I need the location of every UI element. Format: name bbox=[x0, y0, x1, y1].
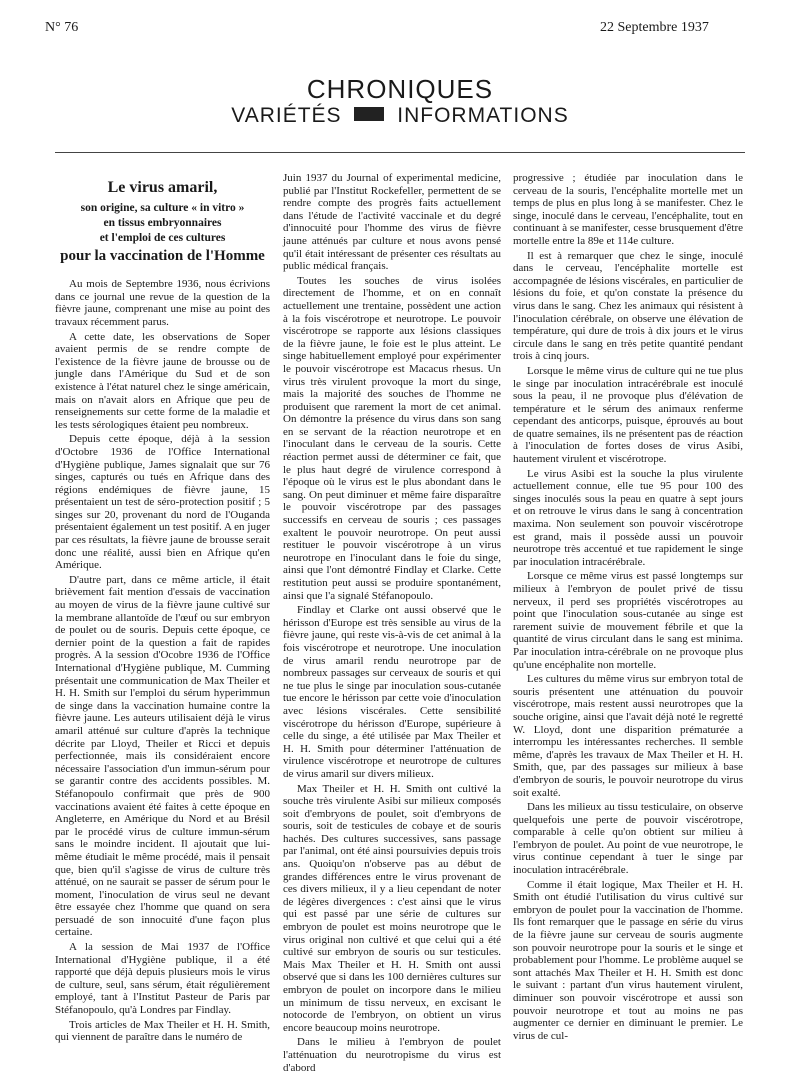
paragraph: D'autre part, dans ce même article, il était brièvement fait mention d'essais de vaccination au moyen de virus de la fièvre jaune cultivé sur la membrane allantoïde de l'œuf ou sur embryon de poulet ou de souris. Depuis cette époque, ce dernier point de la question a fait de rapides progrès. A la session d'Ocobre 1936 de l'Office International d'Hygiène publique, M. Cumming présentait une communication de Max Theiler et H. H. Smith sur l'emploi du sérum hyperimmun de singe dans la vaccination humaine contre la fièvre jaune. Les auteurs utilisaient déjà le virus amaril atténué sur culture d'après la technique décrite par Lloyd, Theiler et Ricci et depuis perfectionnée, mais ils considéraient encore nécessaire l'association d'un immun-sérum pour se garantir contre des accidents possibles. M. Stéfanopoulo confirmait que près de 900 vaccinations avaient été faites à cette époque en Angleterre, en Amérique du Nord et au Brésil par le procédé virus de culture immun-sérum sans le moindre incident. Il ajoutait que lui-même étudiait le même procédé, mais il pensait que, bien qu'il s'agisse de virus de culture très atténué, on ne saurait se passer de sérum pour le moment, l'inoculation de virus seul ne devant être essayée chez l'homme que quand on sera persuadé de son innocuité d'une façon plus certaine. bbox=[55, 573, 270, 939]
paragraph: A la session de Mai 1937 de l'Office International d'Hygiène publique, il a été rapporté que déjà depuis plusieurs mois le virus de culture, seul, sans sérum, était régulièrement employé, tant à l'Institut Pasteur de Paris par Stéfanopoulo, qu'à Londres par Findlay. bbox=[55, 941, 270, 1017]
paragraph: Comme il était logique, Max Theiler et H. H. Smith ont étudié l'utilisation du virus cultivé sur embryon de poulet pour la vaccination de l'homme. Ils font remarquer que le passage en série du virus de la fièvre jaune sur cerveau de souris augmente son pouvoir neurotrope pour la souris et le singe et probablement pour l'homme. Le problème auquel se sont attachés Max Theiler et H. H. Smith est donc le suivant : partant d'un virus hautement virulent, diminuer son pouvoir viscérotrope et aussi son pouvoir neurotrope et tout au moins ne pas augmenter ce dernier en diminuant le premier. Le virus de cul- bbox=[513, 878, 743, 1042]
paragraph: Findlay et Clarke ont aussi observé que le hérisson d'Europe est très sensible au virus de la fièvre jaune, qui reste vis-à-vis de cet animal à la fois viscérotrope et neurotrope. Une inoculation de virus amaril rendu neurotrope par de nombreux passages sur cerveaux de souris et qui ne tue plus le singe par inoculation sous-cutanée tue encore le hérisson par cette voie d'inoculation avec lésions viscérales. Cette sensibilité viscérotrope du hérisson d'Europe, supérieure à celle du singe, a été utilisée par Max Theiler et H. H. Smith pour déterminer l'atténuation de virulence viscérotrope et neurotrope de cultures de virus amaril sur divers milieux. bbox=[283, 604, 501, 780]
masthead-title: CHRONIQUES bbox=[306, 74, 494, 104]
column-3 bbox=[513, 172, 743, 1044]
paragraph: Les cultures du même virus sur embryon total de souris présentent une atténuation du pouvoir viscérotrope, mais restent aussi neurotropes que la souche origine, ainsi que l'avait déjà noté le regretté W. Lloyd, dont une disparition prématurée a interrompu les intéressantes recherches. Il semble même, d'après les travaux de Max Theiler et H. H. Smith, que, par des passages sur milieux à base d'embryon de souris, le pouvoir neurotrope du virus soit exalté. bbox=[513, 673, 743, 799]
paragraph: Au mois de Septembre 1936, nous écrivions dans ce journal une revue de la question de la fièvre jaune, comprenant une mise au point des travaux récemment parus. bbox=[55, 278, 270, 328]
ornament-icon bbox=[354, 107, 384, 121]
paragraph: progressive ; étudiée par inoculation dans le cerveau de la souris, l'encéphalite mortelle met un temps de plus en plus long à se manifester. Chez le singe, inoculé dans le cerveau, l'encéphalite, tout en continuant à se manifester, cesse brusquement d'être mortelle entre la 89e et 114e culture. bbox=[513, 172, 743, 247]
paragraph: Depuis cette époque, déjà à la session d'Octobre 1936 de l'Office International d'Hygiène publique, James signalait que sur 76 singes, capturés ou tués en Afrique dans des régions endémiques de fièvre jaune, 15 présentaient un test de séro-protection positif ; 5 singes sur 20, provenant du nord de l'Ouganda présentaient également un test positif. A en juger par ces résultats, la fièvre jaune de brousse serait donc une réalité, aussi bien en Afrique qu'en Amérique. bbox=[55, 433, 270, 572]
paragraph: Trois articles de Max Theiler et H. H. Smith, qui viennent de paraître dans le numéro de bbox=[55, 1018, 270, 1044]
paragraph: Le virus Asibi est la souche la plus virulente actuellement connue, elle tue 95 pour 100 des singes inoculés sous la peau en quatre à sept jours et on retrouve le virus dans le sang à concentration maxima. Non seulement son pouvoir viscérotrope est grand, mais il possède aussi un pouvoir neurotrope très accentué et tue rapidement le singe par inoculation intracérébrale. bbox=[513, 467, 743, 568]
article-title: Le virus amaril, bbox=[107, 179, 218, 196]
paragraph: Lorsque ce même virus est passé longtemps sur milieux à l'embryon de poulet privé de tissu nerveux, il perd ses propriétés viscérotropes au point que l'inoculation sous-cutanée au singe est rarement suivie de mouvement fébrile et que la quantité de virus circulant dans le sang est minima. Par inoculation intra-cérébrale on ne provoque plus qu'une encéphalite non mortelle. bbox=[513, 570, 743, 671]
paragraph: Dans les milieux au tissu testiculaire, on observe quelquefois une perte de pouvoir viscérotrope, comparable à celle qu'on obtient sur milieu à l'embryon de poulet. Au point de vue neurotrope, le virus continue cependant à tuer le singe par inoculation intracérébrale. bbox=[513, 801, 743, 877]
paragraph: Il est à remarquer que chez le singe, inoculé dans le cerveau, l'encéphalite mortelle est accompagnée de lésions viscérales, en particulier de lésions du foie, et qu'on constate la présence du virus dans le sang. Chez les animaux qui résistent à l'inoculation cérébrale, on observe une élévation de température, qui dure de trois à dix jours et le virus circule dans le sang en très petite quantité pendant trois à cinq jours. bbox=[513, 249, 743, 363]
paragraph: Max Theiler et H. H. Smith ont cultivé la souche très virulente Asibi sur milieux composés soit d'embryons de poulet, soit d'embryons de souris, soit de testicules de cobaye et de souris hachés. Des cultures successives, sans passage par l'animal, ont été ainsi poursuivies depuis trois ans. Quoiqu'on n'observe pas au début de grandes différences entre le virus provenant de ces divers milieux, il y a lieu cependant de noter de légères divergences : c'est ainsi que le virus qui est passé par une série de cultures sur embryon de poulet est moins neurotrope que le virus original non cultivé et que celui qui a été cultivé sur embryon de souris ou sur testicules. Mais Max Theiler et H. H. Smith ont aussi observé que si dans les 100 dernières cultures sur embryon de poulet on incorpore dans le milieu un minimum de tissu nerveux, en excisant le notocorde de l'embryon, on obtient un virus encore beaucoup moins neurotrope. bbox=[283, 782, 501, 1034]
header-rule bbox=[55, 152, 745, 153]
masthead-informations: INFORMATIONS bbox=[397, 104, 569, 127]
issue-number: N° 76 bbox=[45, 20, 79, 35]
column-2 bbox=[283, 172, 501, 1076]
paragraph: Dans le milieu à l'embryon de poulet l'atténuation du neurotropisme du virus est d'abord bbox=[283, 1036, 501, 1074]
article-subtitle-1: son origine, sa culture « in vitro » bbox=[80, 201, 245, 214]
article-title-block bbox=[55, 179, 270, 264]
issue-date: 22 Septembre 1937 bbox=[600, 20, 709, 35]
article-subtitle-3: et l'emploi de ces cultures bbox=[99, 231, 226, 244]
masthead-varietes: VARIÉTÉS bbox=[231, 104, 342, 127]
article-subtitle-2: en tissus embryonnaires bbox=[103, 216, 222, 229]
masthead-subtitle bbox=[0, 104, 800, 128]
paragraph: Toutes les souches de virus isolées directement de l'homme, et on en connaît actuellement une trentaine, possèdent une action à la fois viscérotrope et neurotrope. Le pouvoir viscérotrope se rapporte aux lésions classiques de la fièvre jaune, le foie est le plus atteint. Le singe habituellement employé pour expérimenter le pouvoir viscérotrope est Macacus rhesus. Un virus très virulent provoque la mort du singe, mais la majorité des souches de l'homme ne produisent que rarement la mort de cet animal. On démontre la présence du virus dans son sang en se servant de la réaction neurotrope et en l'inoculant dans le cerveau de la souris. Cette réaction permet aussi de déterminer ce fait, que le plus haut degré de virulence correspond à l'époque où le virus est le plus abondant dans le sang. On peut diminuer et même faire disparaître le pouvoir viscérotrope par des passages successifs en cerveau de souris ; ces passages exaltent le pouvoir neurotrope. On peut aussi restituer le pouvoir viscérotrope à un virus neurotrope en l'inoculant dans le foie du singe, ainsi que l'ont démontré Findlay et Clarke. Cette restitution peut aussi se produire spontanément, ainsi que l'a signalé Stéfanopoulo. bbox=[283, 274, 501, 602]
paragraph: Juin 1937 du Journal of experimental medicine, publié par l'Institut Rockefeller, permettent de se rendre compte des progrès faits actuellement dans l'étude de l'activité vaccinale et du degré d'innocuité pour l'homme des virus de fièvre jaune atténués par culture et nous avons pensé qu'il était intéressant de présenter ces résultats au public médical français. bbox=[283, 172, 501, 273]
article-subtitle-main: pour la vaccination de l'Homme bbox=[60, 247, 265, 264]
column-1 bbox=[55, 172, 270, 1046]
paragraph: A cette date, les observations de Soper avaient permis de se rendre compte de l'existence de la fièvre jaune de brousse ou de jungle dans l'Amérique du Sud et de son existence à l'état naturel chez le singe américain, mais on n'avait alors en Afrique que peu de renseignements sur cette forme de la maladie et les tests sérologiques étaient peu nombreux. bbox=[55, 330, 270, 431]
paragraph: Lorsque le même virus de culture qui ne tue plus le singe par inoculation intracérébrale est inoculé sous la peau, il ne provoque plus d'élévation de température et le sérum des animaux renferme cependant des anticorps, puisque, éprouvés au bout de quatre semaines, ils ne présentent pas de réaction à l'inoculation de fortes doses de virus Asibi, hautement virulent et viscérotrope. bbox=[513, 364, 743, 466]
